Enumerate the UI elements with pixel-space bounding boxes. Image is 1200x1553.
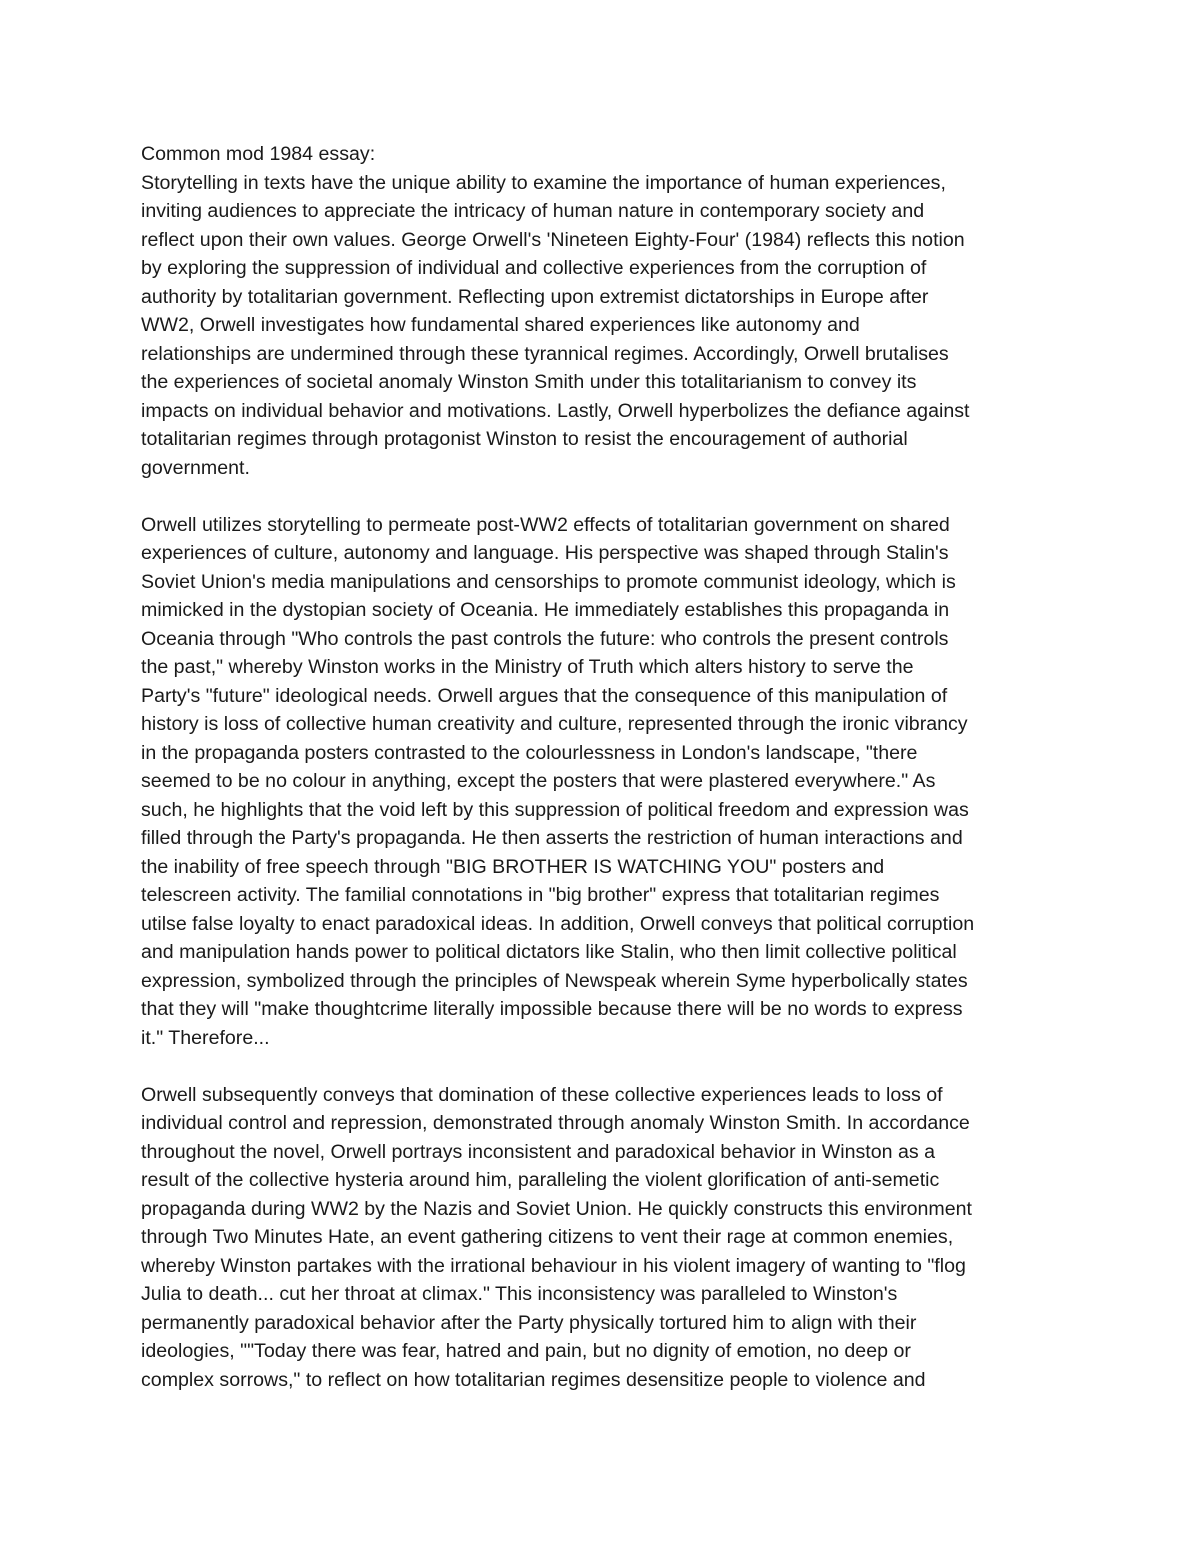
text-line: in the propaganda posters contrasted to the colourlessness in London's landscape, "there <box>141 741 918 764</box>
text-line: whereby Winston partakes with the irrational behaviour in his violent imagery of wanting to "flog <box>141 1254 966 1277</box>
paragraph-intro <box>141 169 1071 483</box>
text-line: such, he highlights that the void left by this suppression of political freedom and expression was <box>141 798 969 821</box>
text-line: and manipulation hands power to political dictators like Stalin, who then limit collective political <box>141 941 957 963</box>
text-line: government. <box>141 456 250 479</box>
text-line: reflect upon their own values. George Orwell's 'Nineteen Eighty-Four' (1984) reflects this notion <box>141 228 965 251</box>
text-line: propaganda during WW2 by the Nazis and Soviet Union. He quickly constructs this environment <box>141 1197 972 1220</box>
text-line: mimicked in the dystopian society of Oceania. He immediately establishes this propaganda in <box>141 599 950 621</box>
text-line: relationships are undermined through these tyrannical regimes. Accordingly, Orwell brutalises <box>141 342 949 365</box>
text-line: ideologies, ""Today there was fear, hatred and pain, but no dignity of emotion, no deep or <box>141 1340 911 1362</box>
paragraph-spacer <box>141 1052 1071 1081</box>
text-line: inviting audiences to appreciate the intricacy of human nature in contemporary society and <box>141 200 925 222</box>
text-line: the experiences of societal anomaly Winston Smith under this totalitarianism to convey its <box>141 371 917 393</box>
text-line: by exploring the suppression of individual and collective experiences from the corruption of <box>141 257 927 279</box>
text-line: authority by totalitarian government. Reflecting upon extremist dictatorships in Europe after <box>141 285 929 308</box>
text-line: Soviet Union's media manipulations and censorships to promote communist ideology, which is <box>141 570 956 593</box>
text-line: WW2, Orwell investigates how fundamental shared experiences like autonomy and <box>141 314 860 336</box>
text-line: Storytelling in texts have the unique ability to examine the importance of human experiences, <box>141 171 946 194</box>
text-line: individual control and repression, demonstrated through anomaly Winston Smith. In accordance <box>141 1112 970 1134</box>
text-line: totalitarian regimes through protagonist Winston to resist the encouragement of authorial <box>141 428 908 450</box>
text-line: history is loss of collective human creativity and culture, represented through the ironic vibrancy <box>141 713 968 735</box>
text-line: throughout the novel, Orwell portrays inconsistent and paradoxical behavior in Winston as a <box>141 1140 935 1163</box>
text-line: permanently paradoxical behavior after the Party physically tortured him to align with their <box>141 1311 917 1334</box>
text-line: expression, symbolized through the principles of Newspeak wherein Syme hyperbolically states <box>141 969 968 992</box>
text-line: utilse false loyalty to enact paradoxical ideas. In addition, Orwell conveys that political corruption <box>141 912 975 935</box>
text-line: result of the collective hysteria around him, paralleling the violent glorification of anti-semetic <box>141 1169 940 1191</box>
essay-title: Common mod 1984 essay: <box>141 143 376 165</box>
text-line: telescreen activity. The familial connotations in "big brother" express that totalitarian regimes <box>141 884 940 906</box>
text-line: Orwell utilizes storytelling to permeate post-WW2 effects of totalitarian government on shared <box>141 513 950 536</box>
paragraph-spacer <box>141 482 1071 511</box>
text-line: impacts on individual behavior and motivations. Lastly, Orwell hyperbolizes the defiance against <box>141 399 970 422</box>
text-line: it." Therefore... <box>141 1026 270 1049</box>
text-line: Party's "future" ideological needs. Orwell argues that the consequence of this manipulation of <box>141 684 948 707</box>
paragraph-body-2 <box>141 1081 1071 1395</box>
text-line: filled through the Party's propaganda. He then asserts the restriction of human interactions and <box>141 827 963 849</box>
text-line: Oceania through "Who controls the past controls the future: who controls the present controls <box>141 627 949 650</box>
text-line: the inability of free speech through "BIG BROTHER IS WATCHING YOU" posters and <box>141 855 885 878</box>
text-line: seemed to be no colour in anything, except the posters that were plastered everywhere." As <box>141 770 936 792</box>
text-line: complex sorrows," to reflect on how totalitarian regimes desensitize people to violence and <box>141 1368 926 1391</box>
text-line: Julia to death... cut her throat at climax." This inconsistency was paralleled to Winston's <box>141 1283 898 1305</box>
text-line: that they will "make thoughtcrime literally impossible because there will be no words to express <box>141 998 963 1020</box>
text-line: experiences of culture, autonomy and language. His perspective was shaped through Stalin's <box>141 542 949 564</box>
text-line: the past," whereby Winston works in the Ministry of Truth which alters history to serve the <box>141 656 914 678</box>
text-line: through Two Minutes Hate, an event gathering citizens to vent their rage at common enemies, <box>141 1226 954 1248</box>
text-line: Orwell subsequently conveys that domination of these collective experiences leads to loss of <box>141 1083 943 1106</box>
essay-body <box>141 140 1071 1394</box>
paragraph-body-1 <box>141 511 1071 1053</box>
